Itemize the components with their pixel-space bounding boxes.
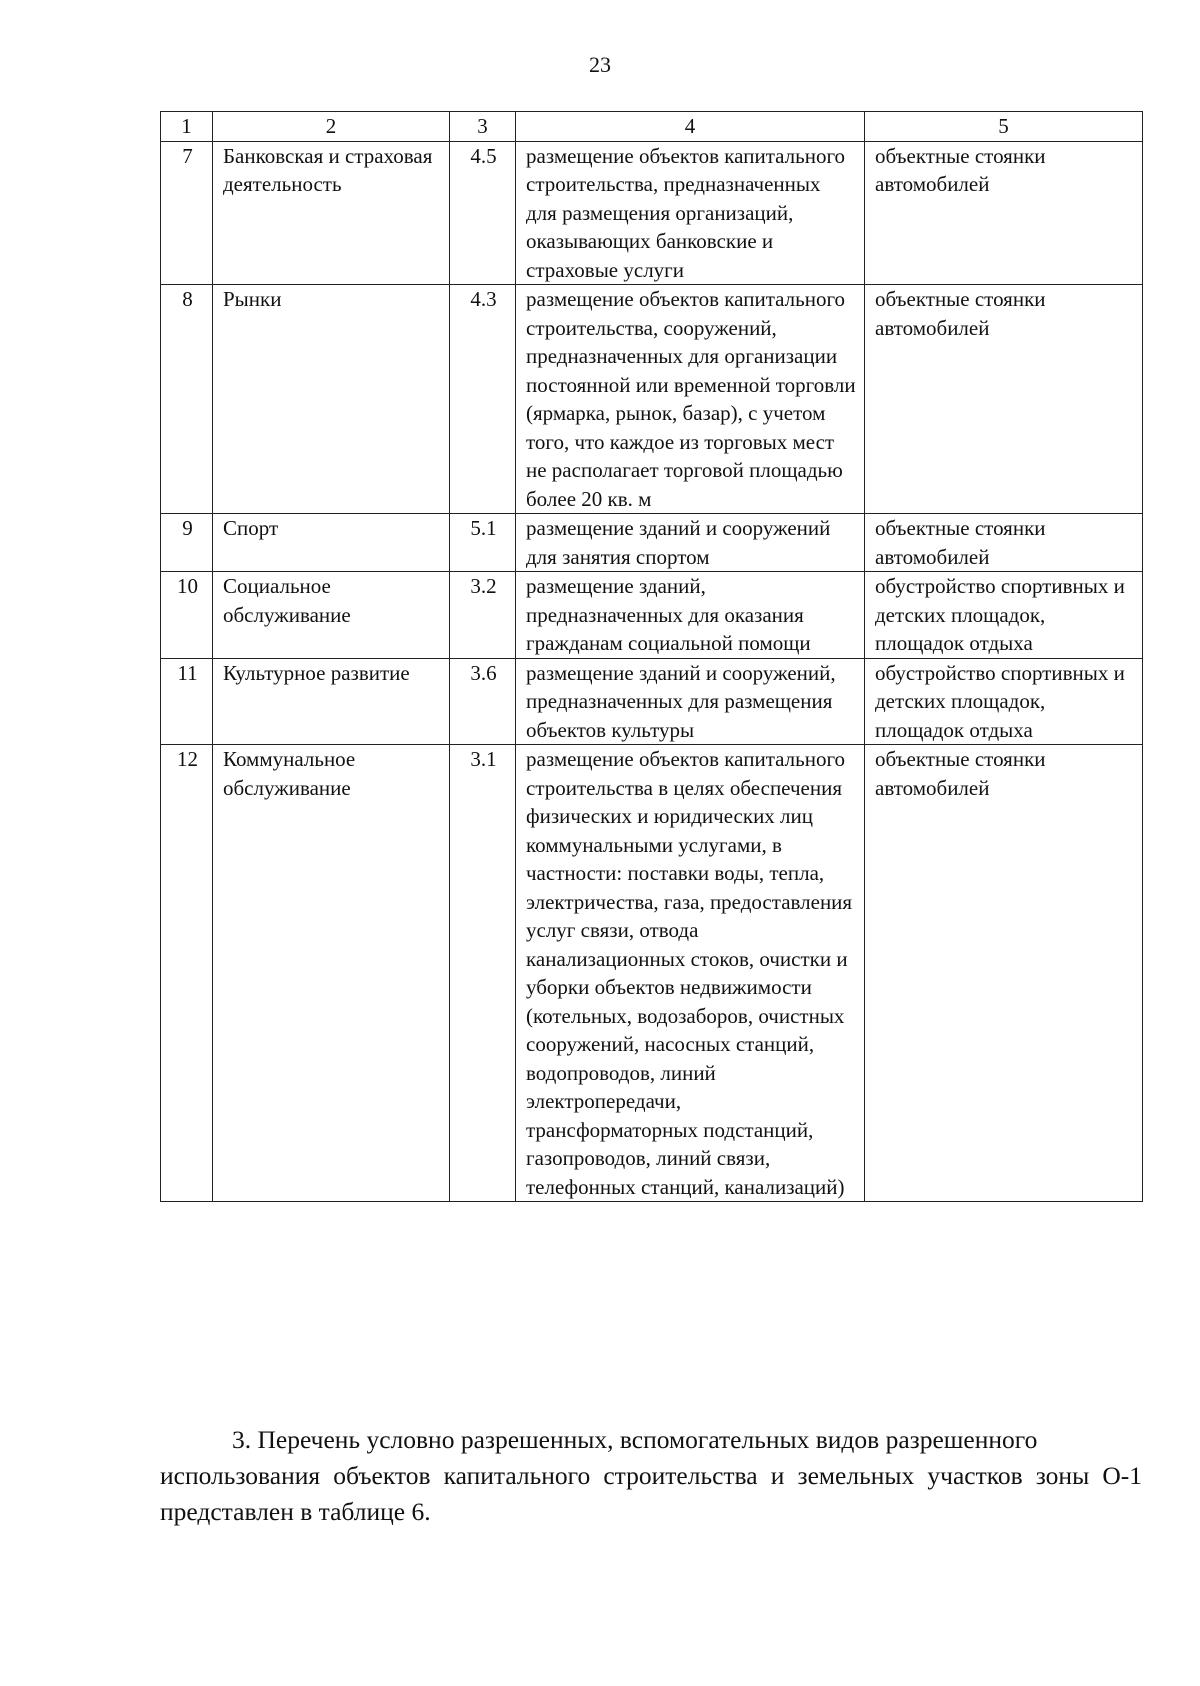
use-code: 3.6 [450, 658, 516, 745]
table-header-row [161, 112, 1143, 142]
page-number: 23 [589, 52, 611, 77]
permitted-use-table [160, 111, 1143, 1202]
table-row [161, 572, 1143, 659]
use-description: размещение зданий и сооружений, предназначенных для размещения объектов культуры [516, 658, 865, 745]
use-description: размещение объектов капитального строительства в целях обеспечения физических и юридических лиц коммунальными услугами, в частности: поставки воды, тепла, электричества, газа, предоставления услуг связи, отвода канализационных стоков, очистки и уборки объектов недвижимости (котельных, водозаборов, очистных сооружений, насосных станций, водопроводов, линий электропередачи, трансформаторных подстанций, газопроводов, линий связи, телефонных станций, канализаций) [516, 745, 865, 1202]
column-header: 2 [213, 112, 450, 142]
table-row [161, 141, 1143, 285]
row-number: 12 [161, 745, 213, 1202]
auxiliary-use: объектные стоянки автомобилей [865, 285, 1143, 514]
row-number: 8 [161, 285, 213, 514]
auxiliary-use: обустройство спортивных и детских площадок, площадок отдыха [865, 572, 1143, 659]
column-header: 3 [450, 112, 516, 142]
table-row [161, 514, 1143, 572]
closing-paragraph [160, 1422, 1142, 1530]
column-header: 4 [516, 112, 865, 142]
column-header: 1 [161, 112, 213, 142]
table-row [161, 285, 1143, 514]
paragraph-continuation: использования объектов капитального строительства и земельных участков зоны О-1 представлен в таблице 6. [160, 1461, 1142, 1526]
use-name: Коммунальное обслуживание [213, 745, 450, 1202]
row-number: 9 [161, 514, 213, 572]
use-code: 4.3 [450, 285, 516, 514]
use-description: размещение объектов капитального строительства, сооружений, предназначенных для организации постоянной или временной торговли (ярмарка, рынок, базар), с учетом того, что каждое из торговых мест не располагает торговой площадью более 20 кв. м [516, 285, 865, 514]
use-code: 3.1 [450, 745, 516, 1202]
auxiliary-use: объектные стоянки автомобилей [865, 745, 1143, 1202]
paragraph-first-line: 3. Перечень условно разрешенных, вспомогательных видов разрешенного [232, 1425, 1038, 1454]
use-code: 4.5 [450, 141, 516, 285]
use-name: Социальное обслуживание [213, 572, 450, 659]
use-name: Рынки [213, 285, 450, 514]
auxiliary-use: объектные стоянки автомобилей [865, 141, 1143, 285]
use-description: размещение зданий, предназначенных для оказания гражданам социальной помощи [516, 572, 865, 659]
use-description: размещение зданий и сооружений для занятия спортом [516, 514, 865, 572]
use-name: Спорт [213, 514, 450, 572]
column-header: 5 [865, 112, 1143, 142]
auxiliary-use: объектные стоянки автомобилей [865, 514, 1143, 572]
auxiliary-use: обустройство спортивных и детских площадок, площадок отдыха [865, 658, 1143, 745]
row-number: 10 [161, 572, 213, 659]
use-name: Банковская и страховая деятельность [213, 141, 450, 285]
use-code: 5.1 [450, 514, 516, 572]
use-code: 3.2 [450, 572, 516, 659]
table-row [161, 745, 1143, 1202]
row-number: 11 [161, 658, 213, 745]
use-description: размещение объектов капитального строительства, предназначенных для размещения организаций, оказывающих банковские и страховые услуги [516, 141, 865, 285]
use-name: Культурное развитие [213, 658, 450, 745]
table-row [161, 658, 1143, 745]
row-number: 7 [161, 141, 213, 285]
